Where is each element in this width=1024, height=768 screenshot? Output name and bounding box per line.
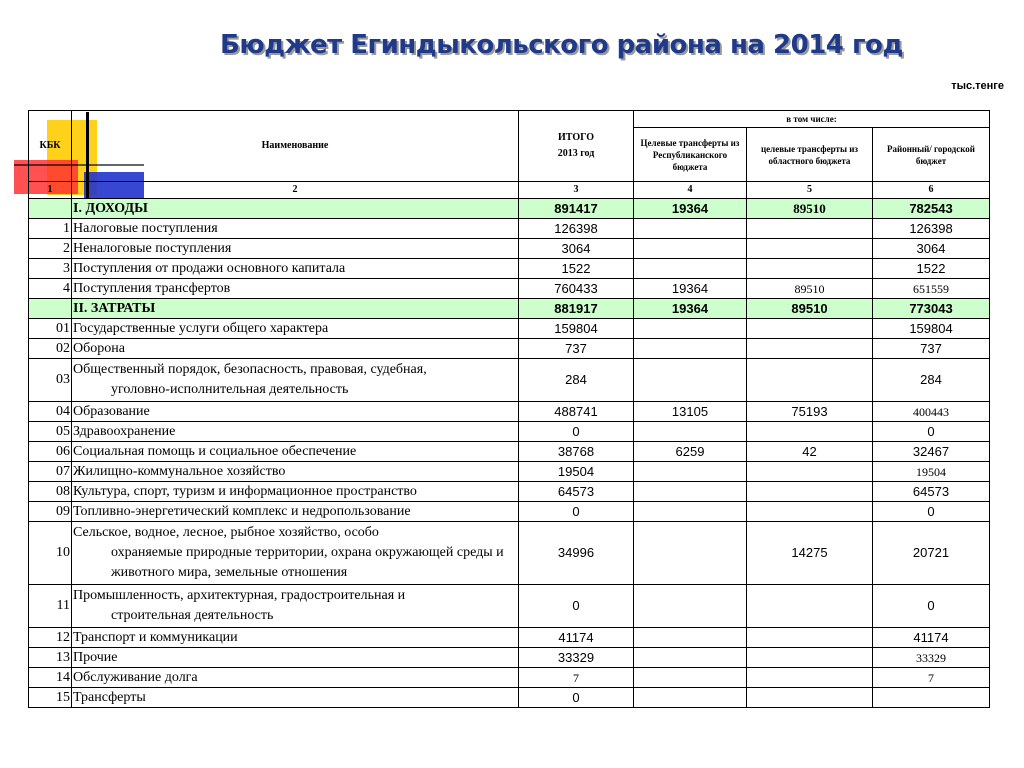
loc-cell <box>873 688 990 708</box>
obl-cell <box>747 259 873 279</box>
name-cell: I. ДОХОДЫ <box>72 199 519 219</box>
kbk-cell: 09 <box>29 502 72 522</box>
rep-cell <box>634 319 747 339</box>
obl-cell <box>747 585 873 628</box>
table-row <box>29 319 990 339</box>
total-cell: 3064 <box>519 239 634 259</box>
table-row <box>29 648 990 668</box>
name-cell: Трансферты <box>72 688 519 708</box>
name-cell: Оборона <box>72 339 519 359</box>
name-cell: Налоговые поступления <box>72 219 519 239</box>
header-regional-transfers: целевые трансферты из областного бюджета <box>747 128 873 182</box>
header-including: в том числе: <box>634 111 990 128</box>
kbk-cell: 12 <box>29 628 72 648</box>
name-cell: Поступления трансфертов <box>72 279 519 299</box>
section-row <box>29 199 990 219</box>
rep-cell <box>634 359 747 402</box>
name-line: Общественный порядок, безопасность, правовая, судебная, <box>73 362 427 377</box>
table-row <box>29 688 990 708</box>
loc-cell: 64573 <box>873 482 990 502</box>
name-line: Промышленность, архитектурная, градостроительная и <box>73 588 406 603</box>
total-cell: 64573 <box>519 482 634 502</box>
table-row <box>29 339 990 359</box>
loc-cell: 20721 <box>873 522 990 585</box>
obl-cell <box>747 688 873 708</box>
obl-cell: 14275 <box>747 522 873 585</box>
loc-cell: 7 <box>873 668 990 688</box>
kbk-cell: 11 <box>29 585 72 628</box>
obl-cell <box>747 668 873 688</box>
rep-cell <box>634 422 747 442</box>
column-number: 2 <box>72 182 519 199</box>
table-row <box>29 668 990 688</box>
rep-cell <box>634 648 747 668</box>
loc-cell: 0 <box>873 502 990 522</box>
obl-cell <box>747 219 873 239</box>
kbk-cell: 14 <box>29 668 72 688</box>
name-cell: Государственные услуги общего характера <box>72 319 519 339</box>
kbk-cell: 1 <box>29 219 72 239</box>
name-cell: Прочие <box>72 648 519 668</box>
kbk-cell: 13 <box>29 648 72 668</box>
total-cell: 7 <box>519 668 634 688</box>
table-row <box>29 239 990 259</box>
total-cell: 0 <box>519 502 634 522</box>
name-cell: Транспорт и коммуникации <box>72 628 519 648</box>
name-cell: Культура, спорт, туризм и информационное пространство <box>72 482 519 502</box>
name-cell: Поступления от продажи основного капитала <box>72 259 519 279</box>
obl-cell <box>747 648 873 668</box>
rep-cell <box>634 585 747 628</box>
rep-cell <box>634 339 747 359</box>
loc-cell: 0 <box>873 585 990 628</box>
obl-cell <box>747 422 873 442</box>
kbk-cell: 02 <box>29 339 72 359</box>
loc-cell: 737 <box>873 339 990 359</box>
obl-cell <box>747 502 873 522</box>
kbk-cell <box>29 199 72 219</box>
loc-cell: 773043 <box>873 299 990 319</box>
loc-cell: 1522 <box>873 259 990 279</box>
total-cell: 0 <box>519 422 634 442</box>
header-republican-transfers: Целевые трансферты из Республиканского бюджета <box>634 128 747 182</box>
rep-cell: 19364 <box>634 279 747 299</box>
rep-cell <box>634 462 747 482</box>
rep-cell <box>634 628 747 648</box>
column-number: 4 <box>634 182 747 199</box>
obl-cell <box>747 319 873 339</box>
loc-cell: 126398 <box>873 219 990 239</box>
obl-cell: 75193 <box>747 402 873 422</box>
name-cell <box>72 522 519 585</box>
total-cell: 34996 <box>519 522 634 585</box>
obl-cell <box>747 462 873 482</box>
table-row <box>29 359 990 402</box>
kbk-cell: 01 <box>29 319 72 339</box>
total-cell: 881917 <box>519 299 634 319</box>
name-continuation: строительная деятельность <box>111 608 274 623</box>
rep-cell: 6259 <box>634 442 747 462</box>
column-number: 1 <box>29 182 72 199</box>
name-cell: Обслуживание долга <box>72 668 519 688</box>
kbk-cell: 05 <box>29 422 72 442</box>
loc-cell: 400443 <box>873 402 990 422</box>
table-row <box>29 522 990 585</box>
rep-cell: 19364 <box>634 199 747 219</box>
total-cell: 38768 <box>519 442 634 462</box>
total-cell: 0 <box>519 688 634 708</box>
loc-cell: 19504 <box>873 462 990 482</box>
total-cell: 760433 <box>519 279 634 299</box>
obl-cell <box>747 482 873 502</box>
kbk-cell: 04 <box>29 402 72 422</box>
rep-cell <box>634 219 747 239</box>
kbk-cell: 03 <box>29 359 72 402</box>
rep-cell <box>634 259 747 279</box>
obl-cell <box>747 339 873 359</box>
obl-cell <box>747 628 873 648</box>
section-row <box>29 299 990 319</box>
loc-cell: 33329 <box>873 648 990 668</box>
obl-cell: 89510 <box>747 199 873 219</box>
name-cell: Здравоохранение <box>72 422 519 442</box>
loc-cell: 41174 <box>873 628 990 648</box>
table-row <box>29 462 990 482</box>
kbk-cell: 06 <box>29 442 72 462</box>
kbk-cell: 2 <box>29 239 72 259</box>
header-name: Наименование <box>72 111 519 182</box>
name-cell: II. ЗАТРАТЫ <box>72 299 519 319</box>
loc-cell: 32467 <box>873 442 990 462</box>
kbk-cell: 3 <box>29 259 72 279</box>
total-cell: 737 <box>519 339 634 359</box>
table-row <box>29 482 990 502</box>
column-number-row <box>29 182 990 199</box>
rep-cell <box>634 668 747 688</box>
kbk-cell: 10 <box>29 522 72 585</box>
loc-cell: 651559 <box>873 279 990 299</box>
column-number: 5 <box>747 182 873 199</box>
table-row <box>29 585 990 628</box>
name-cell: Образование <box>72 402 519 422</box>
kbk-cell: 08 <box>29 482 72 502</box>
name-continuation: уголовно-исполнительная деятельность <box>111 382 349 397</box>
total-cell: 159804 <box>519 319 634 339</box>
table-row <box>29 402 990 422</box>
total-cell: 0 <box>519 585 634 628</box>
loc-cell: 284 <box>873 359 990 402</box>
total-cell: 891417 <box>519 199 634 219</box>
table-row <box>29 279 990 299</box>
column-number: 6 <box>873 182 990 199</box>
kbk-cell: 07 <box>29 462 72 482</box>
kbk-cell <box>29 299 72 319</box>
obl-cell: 42 <box>747 442 873 462</box>
name-continuation: охраняемые природные территории, охрана окружающей среды и животного мира, земельные отношения <box>111 545 504 580</box>
rep-cell: 19364 <box>634 299 747 319</box>
header-district-budget: Районный/ городской бюджет <box>873 128 990 182</box>
total-cell: 284 <box>519 359 634 402</box>
rep-cell <box>634 688 747 708</box>
budget-table <box>28 110 990 708</box>
table-row <box>29 442 990 462</box>
name-cell: Топливно-энергетический комплекс и недропользование <box>72 502 519 522</box>
rep-cell <box>634 522 747 585</box>
column-number: 3 <box>519 182 634 199</box>
rep-cell <box>634 482 747 502</box>
name-cell: Неналоговые поступления <box>72 239 519 259</box>
total-cell: 19504 <box>519 462 634 482</box>
name-cell <box>72 359 519 402</box>
total-cell: 41174 <box>519 628 634 648</box>
total-cell: 1522 <box>519 259 634 279</box>
header-kbk: КБК <box>29 111 72 182</box>
obl-cell <box>747 359 873 402</box>
loc-cell: 159804 <box>873 319 990 339</box>
kbk-cell: 4 <box>29 279 72 299</box>
table-row <box>29 502 990 522</box>
table-row <box>29 259 990 279</box>
kbk-cell: 15 <box>29 688 72 708</box>
obl-cell <box>747 239 873 259</box>
header-total: ИТОГО 2013 год <box>519 111 634 182</box>
units-label: тыс.тенге <box>951 80 1004 92</box>
total-cell: 126398 <box>519 219 634 239</box>
rep-cell <box>634 502 747 522</box>
total-cell: 488741 <box>519 402 634 422</box>
name-cell: Жилищно-коммунальное хозяйство <box>72 462 519 482</box>
total-cell: 33329 <box>519 648 634 668</box>
rep-cell: 13105 <box>634 402 747 422</box>
name-line: Сельское, водное, лесное, рыбное хозяйство, особо <box>73 525 379 540</box>
name-cell: Социальная помощь и социальное обеспечение <box>72 442 519 462</box>
loc-cell: 3064 <box>873 239 990 259</box>
table-row <box>29 219 990 239</box>
page-title: Бюджет Егиндыкольского района на 2014 год <box>220 30 903 60</box>
rep-cell <box>634 239 747 259</box>
loc-cell: 0 <box>873 422 990 442</box>
name-cell <box>72 585 519 628</box>
obl-cell: 89510 <box>747 299 873 319</box>
loc-cell: 782543 <box>873 199 990 219</box>
obl-cell: 89510 <box>747 279 873 299</box>
table-row <box>29 628 990 648</box>
table-row <box>29 422 990 442</box>
